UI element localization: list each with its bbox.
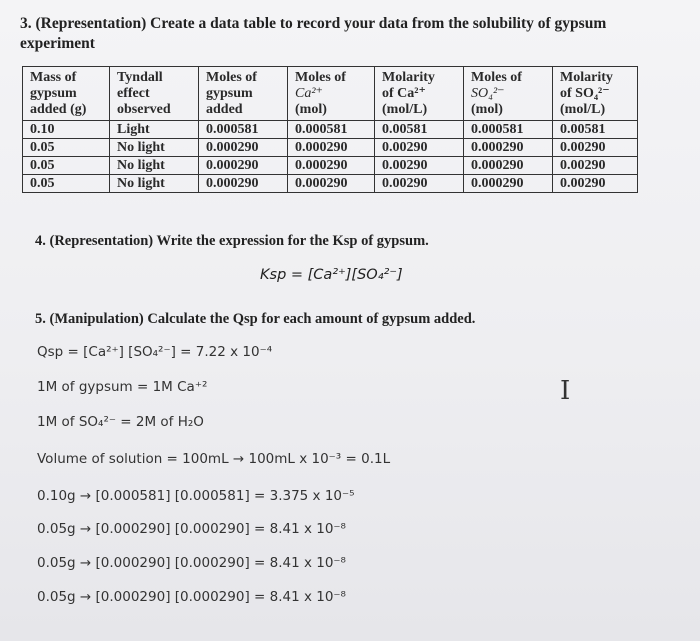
header-line: gypsum — [30, 86, 77, 101]
gypsum-ratio-line: 1M of gypsum = 1M Ca⁺² — [37, 379, 208, 395]
table-cell: 0.000290 — [199, 157, 288, 175]
header-line: Tyndall — [117, 70, 163, 85]
header-line: (mol) — [471, 102, 503, 117]
table-cell: 0.000290 — [464, 139, 553, 157]
header-line: (mol/L) — [560, 102, 606, 117]
header-cell — [288, 67, 375, 121]
table-cell: 0.000290 — [199, 175, 288, 193]
header-line: Molarity — [560, 70, 613, 85]
header-line: (mol) — [295, 102, 327, 117]
question-3-heading: 3. (Representation) Create a data table to record your data from the solubility of gypsum experiment — [20, 15, 607, 52]
calc-line: 0.10g → [0.000581] [0.000581] = 3.375 x 10⁻⁵ — [37, 488, 355, 504]
header-line: observed — [117, 102, 171, 117]
header-line: Moles of — [471, 70, 522, 85]
header-line: Ca²⁺ — [295, 86, 323, 101]
table-cell: 0.10 — [23, 121, 110, 139]
ksp-expression: Ksp = [Ca²⁺][SO₄²⁻] — [260, 267, 403, 283]
calc-line: 0.05g → [0.000290] [0.000290] = 8.41 x 10⁻⁸ — [37, 555, 346, 571]
calc-line: 0.05g → [0.000290] [0.000290] = 8.41 x 10⁻⁸ — [37, 521, 346, 537]
header-line: Mass of — [30, 70, 77, 85]
table-cell: 0.00290 — [553, 139, 638, 157]
header-line: added (g) — [30, 102, 87, 117]
table-cell: 0.00290 — [375, 139, 464, 157]
table-cell: No light — [110, 139, 199, 157]
table-cell: 0.00290 — [375, 175, 464, 193]
question-5-heading: 5. (Manipulation) Calculate the Qsp for each amount of gypsum added. — [35, 311, 476, 327]
qsp-formula-line: Qsp = [Ca²⁺] [SO₄²⁻] = 7.22 x 10⁻⁴ — [37, 344, 273, 360]
header-line: effect — [117, 86, 150, 101]
table-row — [23, 175, 638, 193]
header-cell — [375, 67, 464, 121]
header-cell — [199, 67, 288, 121]
header-cell — [553, 67, 638, 121]
header-cell — [23, 67, 110, 121]
table-row — [23, 157, 638, 175]
header-line: (mol/L) — [382, 102, 428, 117]
table-cell: 0.000290 — [288, 139, 375, 157]
header-line: Moles of — [295, 70, 346, 85]
header-line: of Ca²⁺ — [382, 86, 426, 101]
table-cell: 0.00290 — [553, 157, 638, 175]
table-cell: 0.000290 — [288, 157, 375, 175]
table-cell: 0.000581 — [199, 121, 288, 139]
header-line: Moles of — [206, 70, 257, 85]
table-cell: 0.05 — [23, 139, 110, 157]
header-line: added — [206, 102, 243, 117]
header-line: SO₄²⁻ — [471, 86, 505, 101]
header-line: gypsum — [206, 86, 253, 101]
table-row — [23, 121, 638, 139]
table-cell: 0.000290 — [199, 139, 288, 157]
table-cell: 0.00581 — [375, 121, 464, 139]
header-cell — [464, 67, 553, 121]
table-cell: Light — [110, 121, 199, 139]
table-row — [23, 139, 638, 157]
volume-line: Volume of solution = 100mL → 100mL x 10⁻³ = 0.1L — [37, 451, 391, 467]
table-cell: 0.000290 — [464, 157, 553, 175]
header-cell — [110, 67, 199, 121]
table-cell: 0.000290 — [464, 175, 553, 193]
text-cursor-icon: I — [560, 376, 571, 406]
calc-line: 0.05g → [0.000290] [0.000290] = 8.41 x 10⁻⁸ — [37, 589, 346, 605]
table-cell: No light — [110, 157, 199, 175]
solubility-data-table — [22, 66, 638, 193]
sulfate-ratio-line: 1M of SO₄²⁻ = 2M of H₂O — [37, 414, 204, 430]
table-cell: 0.000581 — [288, 121, 375, 139]
table-cell: 0.00290 — [375, 157, 464, 175]
header-line: of SO₄²⁻ — [560, 86, 610, 101]
question-4-heading: 4. (Representation) Write the expression for the Ksp of gypsum. — [35, 233, 429, 249]
table-cell: 0.000290 — [288, 175, 375, 193]
table-header-row — [23, 67, 638, 121]
header-line: Molarity — [382, 70, 435, 85]
table-cell: 0.05 — [23, 157, 110, 175]
table-cell: 0.00290 — [553, 175, 638, 193]
table-cell: No light — [110, 175, 199, 193]
table-cell: 0.05 — [23, 175, 110, 193]
table-cell: 0.000581 — [464, 121, 553, 139]
table-cell: 0.00581 — [553, 121, 638, 139]
